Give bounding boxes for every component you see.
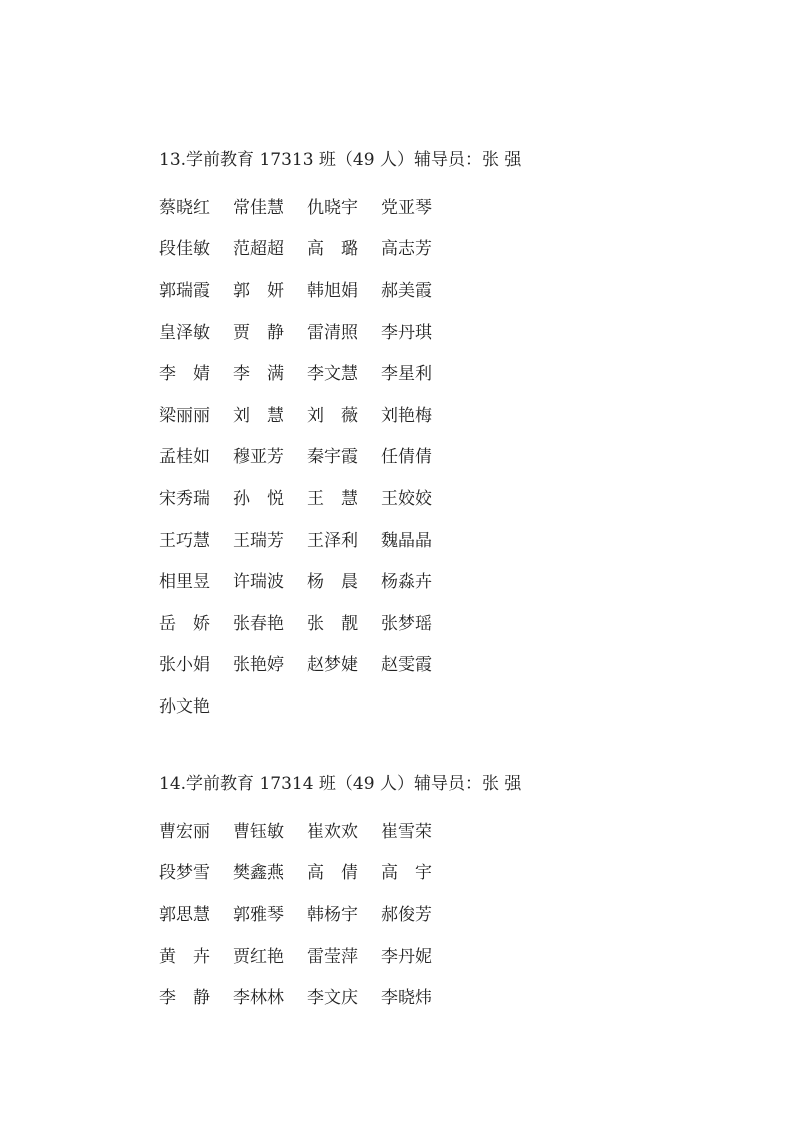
student-name: 崔雪荣	[381, 821, 432, 842]
student-name: 杨淼卉	[381, 572, 432, 593]
student-name: 段梦雪	[159, 863, 210, 884]
student-name: 张春艳	[233, 613, 284, 634]
student-name-list	[159, 811, 521, 1019]
name-row	[159, 811, 521, 853]
student-name: 岳 娇	[159, 613, 210, 634]
student-name: 穆亚芳	[233, 447, 284, 468]
name-row	[159, 686, 521, 728]
student-name: 曹钰敏	[233, 821, 284, 842]
student-name: 张小娟	[159, 655, 210, 676]
student-name: 孙 悦	[233, 488, 284, 509]
student-name: 李丹妮	[381, 946, 432, 967]
student-name: 张 靓	[307, 613, 358, 634]
student-name: 张艳婷	[233, 655, 284, 676]
student-name: 李林林	[233, 988, 284, 1009]
student-name: 郭 妍	[233, 280, 284, 301]
student-name: 相里昱	[159, 572, 210, 593]
student-name: 王姣姣	[381, 488, 432, 509]
student-name: 刘 薇	[307, 405, 358, 426]
student-name: 郝美霞	[381, 280, 432, 301]
student-name: 蔡晓红	[159, 197, 210, 218]
student-name: 李文庆	[307, 988, 358, 1009]
student-name: 段佳敏	[159, 239, 210, 260]
student-name: 梁丽丽	[159, 405, 210, 426]
student-name: 杨 晨	[307, 572, 358, 593]
student-name: 高 璐	[307, 239, 358, 260]
student-name: 王 慧	[307, 488, 358, 509]
name-row	[159, 561, 521, 603]
student-name: 刘 慧	[233, 405, 284, 426]
student-name: 贾 静	[233, 322, 284, 343]
name-row	[159, 395, 521, 437]
student-name-list	[159, 187, 521, 728]
student-name: 高志芳	[381, 239, 432, 260]
name-row	[159, 478, 521, 520]
student-name: 李 婧	[159, 364, 210, 385]
student-name: 王瑞芳	[233, 530, 284, 551]
student-name: 郝俊芳	[381, 904, 432, 925]
student-name: 张梦瑶	[381, 613, 432, 634]
name-row	[159, 645, 521, 687]
section-heading: 14.学前教育 17314 班（49 人）辅导员：张 强	[159, 774, 522, 794]
name-row	[159, 312, 521, 354]
student-name: 宋秀瑞	[159, 488, 210, 509]
student-name: 樊鑫燕	[233, 863, 284, 884]
name-row	[159, 603, 521, 645]
student-name: 党亚琴	[381, 197, 432, 218]
student-name: 任倩倩	[381, 447, 432, 468]
class-section-13	[159, 146, 521, 728]
student-name: 贾红艳	[233, 946, 284, 967]
name-row	[159, 894, 521, 936]
student-name: 李 满	[233, 364, 284, 385]
student-name: 雷莹萍	[307, 946, 358, 967]
name-row	[159, 853, 521, 895]
name-row	[159, 977, 521, 1019]
student-name: 常佳慧	[233, 197, 284, 218]
student-name: 郭雅琴	[233, 904, 284, 925]
student-name: 赵雯霞	[381, 655, 432, 676]
student-name: 刘艳梅	[381, 405, 432, 426]
student-name: 王巧慧	[159, 530, 210, 551]
student-name: 赵梦婕	[307, 655, 358, 676]
student-name: 郭瑞霞	[159, 280, 210, 301]
student-name: 李星利	[381, 364, 432, 385]
student-name: 曹宏丽	[159, 821, 210, 842]
name-row	[159, 187, 521, 229]
student-name: 崔欢欢	[307, 821, 358, 842]
name-row	[159, 229, 521, 271]
section-heading: 13.学前教育 17313 班（49 人）辅导员：张 强	[159, 150, 522, 170]
name-row	[159, 936, 521, 978]
student-name: 郭思慧	[159, 904, 210, 925]
name-row	[159, 520, 521, 562]
student-name: 秦宇霞	[307, 447, 358, 468]
student-name: 皇泽敏	[159, 322, 210, 343]
student-name: 高 倩	[307, 863, 358, 884]
student-name: 黄 卉	[159, 946, 210, 967]
name-row	[159, 270, 521, 312]
student-name: 魏晶晶	[381, 530, 432, 551]
student-name: 仇晓宇	[307, 197, 358, 218]
student-name: 高 宇	[381, 863, 432, 884]
class-section-14	[159, 770, 521, 1019]
student-name: 王泽利	[307, 530, 358, 551]
student-name: 韩杨宇	[307, 904, 358, 925]
student-name: 雷清照	[307, 322, 358, 343]
student-name: 范超超	[233, 239, 284, 260]
student-name: 孟桂如	[159, 447, 210, 468]
student-name: 韩旭娟	[307, 280, 358, 301]
student-name: 孙文艳	[159, 696, 210, 717]
student-name: 李丹琪	[381, 322, 432, 343]
student-name: 李晓炜	[381, 988, 432, 1009]
student-name: 许瑞波	[233, 572, 284, 593]
name-row	[159, 353, 521, 395]
student-name: 李 静	[159, 988, 210, 1009]
student-name: 李文慧	[307, 364, 358, 385]
name-row	[159, 437, 521, 479]
